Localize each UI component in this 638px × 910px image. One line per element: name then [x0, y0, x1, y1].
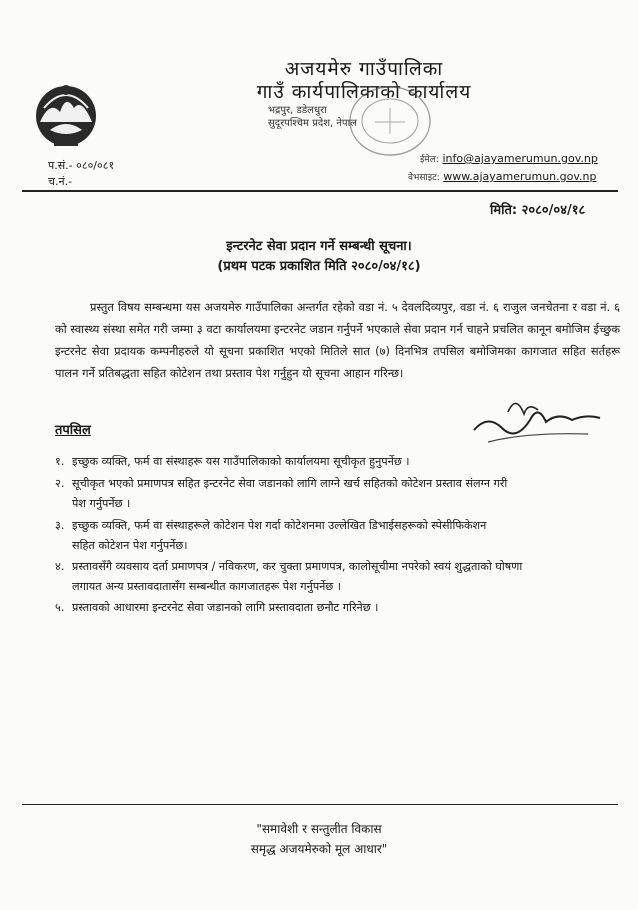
notice-subtitle: (प्रथम पटक प्रकाशित मिति २०८०/०४/१८) [217, 259, 421, 274]
notice-body: प्रस्तुत विषय सम्बन्धमा यस अजयमेरु गाउँपालिका अन्तर्गत रहेको वडा नं. ५ देवलदिव्यपुर, वडा नं. ६ राजुल जनचेतना र वडा नं. ६ को स्वास्थ्य संस्था समेत गरी जम्मा ३ वटा कार्यालयमा इन्टरनेट जडान गर्नुपर्ने भएकाले सेवा प्रदान गर्न चाहने प्रचलित कानून बमोजिम ईच्छुक इन्टरनेट सेवा प्रदायक कम्पनीहरुले यो सूचना प्रकाशित भएको मितिले सात (७) दिनभित्र तपसिल बमोजिमका कागजात सहित सर्तहरू पालन गर्ने प्रतिबद्धता सहित कोटेशन तथा प्रस्ताव पेश गर्नुहुन यो सूचना आहान गरिन्छ। [55, 300, 620, 380]
office-stamp [345, 82, 435, 160]
list-item-number: ४. [55, 560, 65, 573]
website-line [408, 170, 596, 183]
list-item-number: १. [55, 455, 65, 468]
address [268, 104, 357, 130]
office-name: गाउँ कार्यपालिकाको कार्यालय [256, 81, 472, 103]
list-item [55, 452, 615, 472]
reference-number: प.सं.- ०८०/०८१ [48, 159, 115, 172]
list-item-text: प्रस्तावसँगै व्यवसाय दर्ता प्रमाणपत्र / नविकरण, कर चुक्ता प्रमाणपत्र, कालोसूचीमा नपरेको स्वयं शुद्धताको घोषणा [72, 560, 523, 573]
footer-slogan-line1: "समावेशी र सन्तुलीत विकास [256, 822, 382, 836]
list-item-text: प्रस्तावको आधारमा इन्टरनेट सेवा जडानको लागि प्रस्तावदाता छनौट गरिनेछ । [72, 601, 379, 614]
list-item-continuation: पेश गर्नुपर्नेछ । [72, 497, 131, 510]
list-item [55, 474, 615, 514]
list-item [55, 598, 615, 618]
email-link[interactable]: info@ajayamerumun.gov.np [442, 152, 598, 165]
list-item-text: सूचीकृत भएको प्रमाणपत्र सहित इन्टरनेट सेवा जडानको लागि लाग्ने खर्च सहितको कोटेशन प्रस्ताव संलग्न गरी [72, 477, 508, 490]
website-link[interactable]: www.ajayamerumun.gov.np [443, 170, 597, 183]
list-item [55, 516, 615, 556]
list-item [55, 557, 615, 597]
notice-date: मिति: २०८०/०४/१८ [490, 203, 586, 218]
list-item-text: इच्छुक व्यक्ति, फर्म वा संस्थाहरूले कोटेशन पेश गर्दा कोटेशनमा उल्लेखित डिभाईसहरूको स्पेसीफिकेशन [72, 519, 487, 532]
footer-slogan-line2: समृद्ध अजयमेरुको मूल आधार" [250, 842, 388, 856]
org-name: अजयमेरु गाउँपालिका [284, 58, 444, 80]
notice-title: इन्टरनेट सेवा प्रदान गर्ने सम्बन्धी सूचना। [226, 239, 412, 254]
dispatch-number: च.नं.- [48, 175, 73, 188]
list-item-number: ३. [55, 519, 65, 532]
list-item-number: ५. [55, 601, 65, 614]
list-item-continuation: लगायत अन्य प्रस्तावदातासँग सम्बन्धीत कागजातहरू पेश गर्नुपर्नेछ । [72, 580, 342, 593]
address-line1: भद्रपुर, डडेलधुरा [268, 105, 327, 116]
signature [468, 384, 608, 454]
footer-divider [22, 804, 618, 805]
list-item-number: २. [55, 477, 65, 490]
list-item-continuation: सहित कोटेशन पेश गर्नुपर्नेछ। [72, 539, 188, 552]
email-line [420, 152, 598, 165]
website-label: वेभसाइट: [408, 173, 440, 183]
list-item-text: इच्छुक व्यक्ति, फर्म वा संस्थाहरू यस गाउँपालिकाको कार्यालयमा सूचीकृत हुनुपर्नेछ । [72, 455, 410, 468]
details-heading: तपसिल [55, 423, 91, 438]
email-label: ईमेल: [420, 155, 439, 165]
address-line2: सुदूरपश्चिम प्रदेश, नेपाल [268, 118, 357, 129]
header-divider [22, 190, 618, 192]
